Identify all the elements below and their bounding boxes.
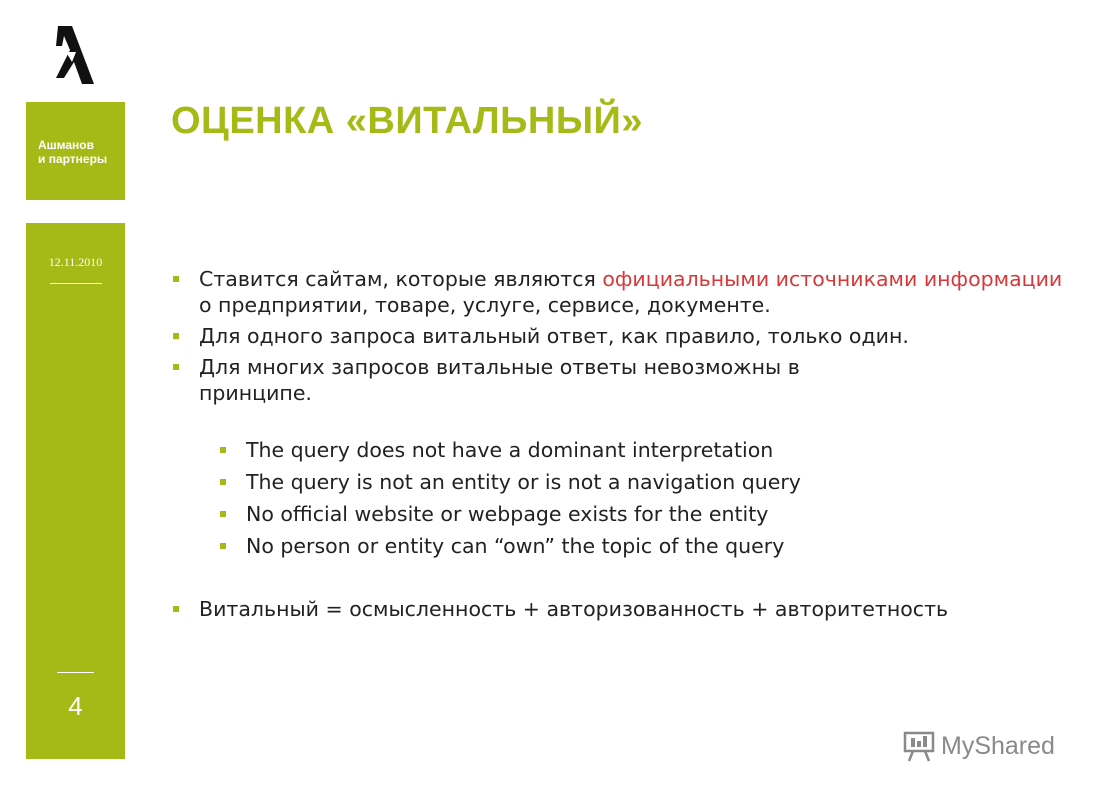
bullet-square-icon	[220, 543, 226, 549]
bullet-text: Витальный = осмысленность + авторизованность + авторитетность	[199, 597, 949, 621]
slide-content	[171, 266, 1071, 627]
bullet-square-icon	[220, 511, 226, 517]
sub-bullet-item	[218, 468, 1071, 496]
bullet-item	[171, 266, 1071, 318]
bullet-text: Ставится сайтам, которые являются	[199, 267, 603, 291]
company-logo-icon	[50, 22, 98, 86]
sub-bullet-text: No official website or webpage exists for the entity	[246, 502, 769, 526]
slide-date: 12.11.2010	[48, 255, 103, 269]
page-number: 4	[68, 691, 83, 721]
divider	[57, 672, 94, 673]
bullet-text: Для одного запроса витальный ответ, как правило, только один.	[199, 324, 909, 348]
bullet-square-icon	[220, 447, 226, 453]
bullet-text: о предприятии, товаре, услуге, сервисе, документе.	[199, 293, 771, 317]
sub-bullet-text: No person or entity can “own” the topic of the query	[246, 534, 785, 558]
watermark	[903, 730, 1063, 766]
bullet-item	[171, 354, 899, 406]
watermark-text: MyShared	[941, 732, 1055, 760]
sub-bullet-text: The query is not an entity or is not a navigation query	[246, 470, 801, 494]
bullet-square-icon	[173, 606, 179, 612]
brand-name-line1: Ашманов	[38, 138, 95, 152]
sub-bullet-text: The query does not have a dominant interpretation	[246, 438, 774, 462]
side-bar	[26, 223, 125, 759]
divider	[50, 283, 102, 284]
sub-bullet-item	[218, 436, 1071, 464]
brand-name-line2: и партнеры	[38, 152, 108, 166]
highlighted-text: официальными источниками информации	[602, 267, 1063, 291]
brand-block	[26, 102, 125, 200]
bullet-text: Для многих запросов витальные ответы невозможны в принципе.	[199, 355, 800, 405]
brand-name	[38, 138, 107, 166]
sub-bullet-item	[218, 500, 1071, 528]
bullet-square-icon	[173, 276, 179, 282]
slide-title: ОЦЕНКА «ВИТАЛЬНЫЙ»	[171, 100, 643, 142]
bullet-square-icon	[173, 364, 179, 370]
bullet-square-icon	[220, 479, 226, 485]
bullet-item	[171, 323, 1071, 349]
bullet-square-icon	[173, 333, 179, 339]
sub-bullet-item	[218, 532, 1071, 560]
bullet-item	[171, 596, 1071, 622]
sub-bullet-list	[218, 436, 1071, 560]
presentation-board-icon	[903, 730, 937, 762]
